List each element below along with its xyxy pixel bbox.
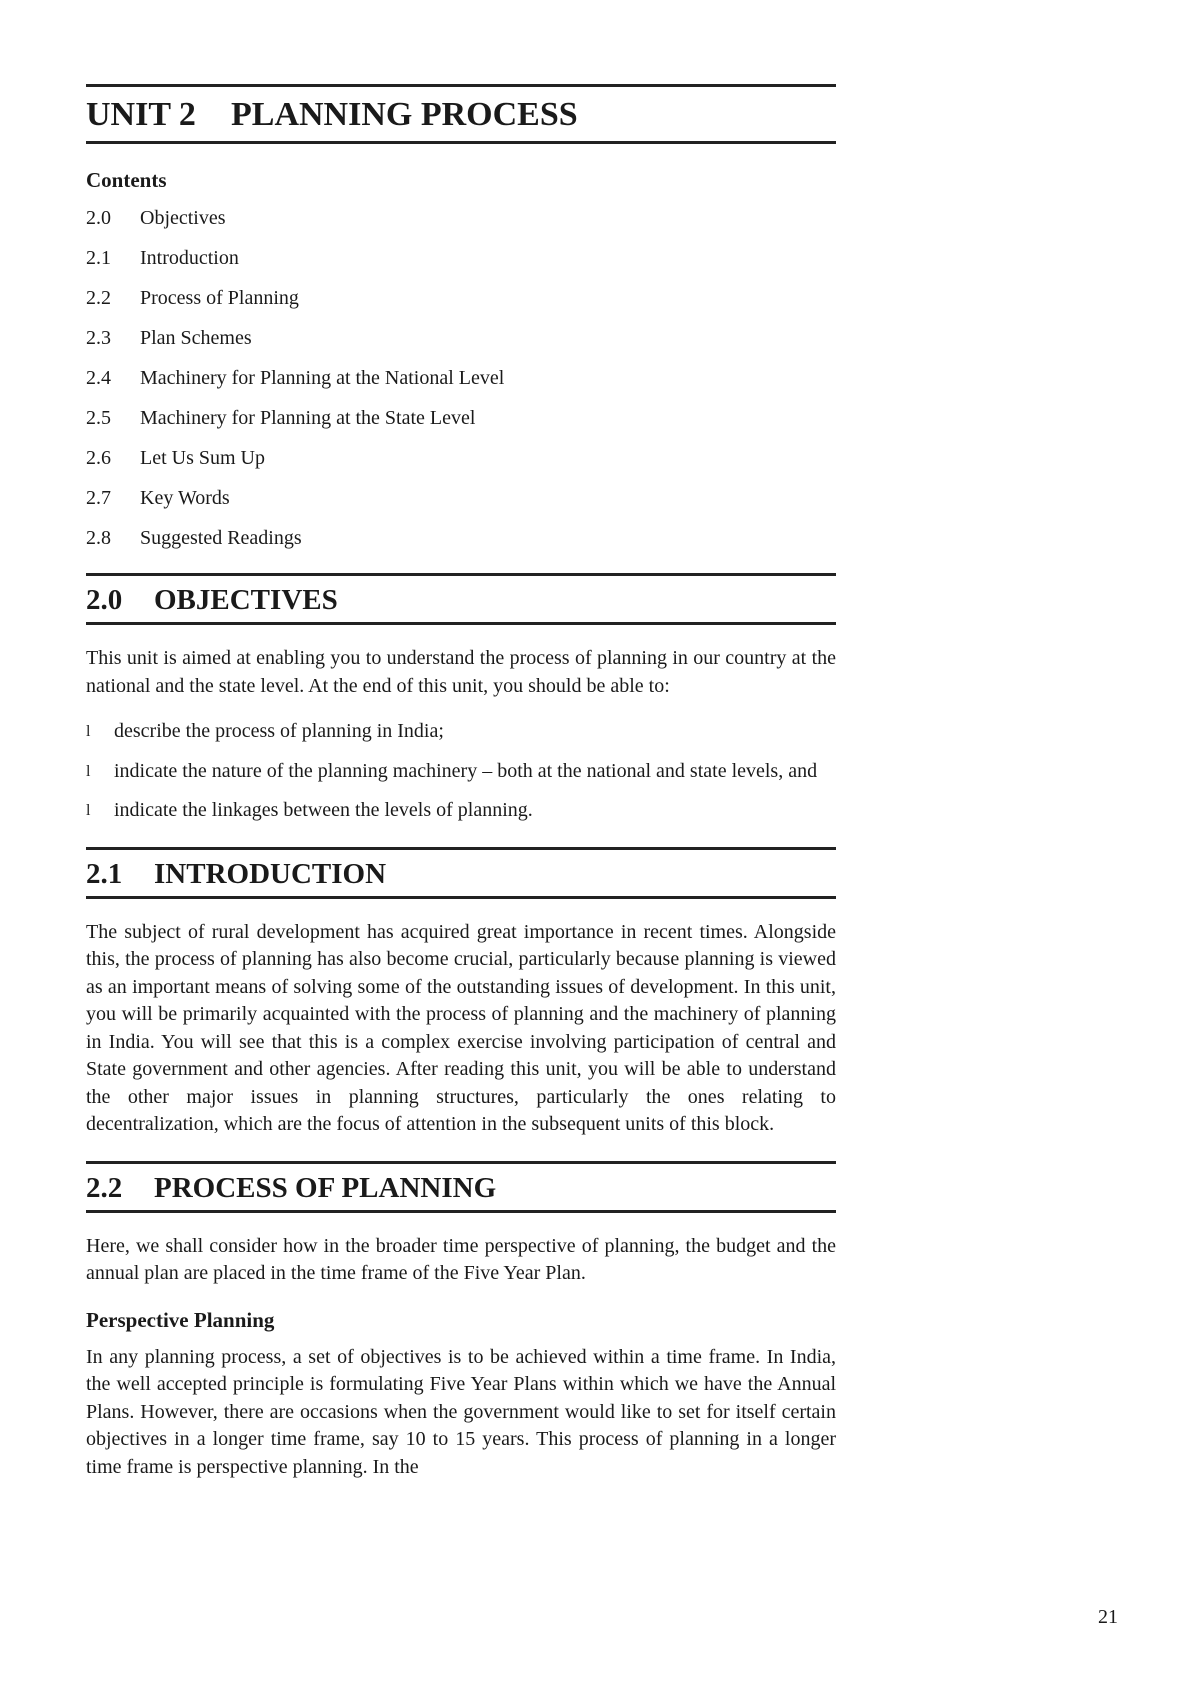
contents-item-number: 2.0 bbox=[86, 207, 111, 229]
contents-item-label: Process of Planning bbox=[140, 287, 299, 309]
contents-item bbox=[86, 285, 836, 325]
contents-item bbox=[86, 245, 836, 285]
contents-item-number: 2.4 bbox=[86, 367, 111, 389]
perspective-planning-heading: Perspective Planning bbox=[86, 1307, 275, 1332]
contents-item-label: Plan Schemes bbox=[140, 327, 252, 349]
contents-item bbox=[86, 445, 836, 485]
bullet-marker: l bbox=[86, 762, 91, 780]
contents-label: Contents bbox=[86, 168, 167, 192]
objective-item bbox=[86, 758, 836, 786]
contents-item-label: Objectives bbox=[140, 207, 226, 229]
contents-item-label: Introduction bbox=[140, 247, 239, 269]
contents-item bbox=[86, 365, 836, 405]
contents-item-label: Machinery for Planning at the National Level bbox=[140, 367, 505, 389]
contents-item bbox=[86, 525, 836, 565]
bullet-marker: l bbox=[86, 802, 91, 819]
contents-item-number: 2.7 bbox=[86, 487, 111, 509]
contents-item-number: 2.5 bbox=[86, 407, 111, 429]
section-title bbox=[86, 582, 836, 618]
contents-item bbox=[86, 485, 836, 525]
contents-item bbox=[86, 205, 836, 245]
section-number: 2.2 bbox=[86, 1171, 123, 1204]
contents-item-label: Key Words bbox=[140, 487, 230, 509]
introduction-heading-block bbox=[86, 847, 836, 899]
process-heading-block bbox=[86, 1161, 836, 1213]
bullet-marker: l bbox=[86, 723, 91, 740]
objectives-heading-block bbox=[86, 573, 836, 625]
page-content bbox=[86, 84, 836, 1481]
contents-item-number: 2.3 bbox=[86, 327, 111, 349]
contents-item-number: 2.6 bbox=[86, 447, 111, 469]
section-title bbox=[86, 1170, 836, 1206]
unit-number: UNIT 2 bbox=[86, 96, 196, 133]
process-text: Here, we shall consider how in the broader time perspective of planning, the budget and the annual plan are placed in the time frame of the Five Year Plan. bbox=[86, 1234, 836, 1284]
objective-item bbox=[86, 718, 836, 746]
introduction-text: The subject of rural development has acquired great importance in recent times. Alongside this, the process of planning has also become crucial, particularly because planning is viewed as an important means of solving some of the outstanding issues of development. In this unit, you will be primarily acquainted with the process of planning and the machinery of planning in India. You will see that this is a complex exercise involving participation of central and State government and other agencies. After reading this unit, you will be able to understand the other major issues in planning structures, particularly the ones relating to decentralization, which are the focus of attention in the subsequent units of this block. bbox=[86, 920, 836, 1135]
section-title-text: PROCESS OF PLANNING bbox=[154, 1171, 497, 1204]
section-title-text: INTRODUCTION bbox=[154, 857, 387, 890]
unit-heading-block bbox=[86, 84, 836, 144]
objectives-bullet-list bbox=[86, 718, 836, 825]
contents-item-label: Machinery for Planning at the State Level bbox=[140, 407, 476, 429]
perspective-planning-text: In any planning process, a set of objectives is to be achieved within a time frame. In India, the well accepted principle is formulating Five Year Plans within which we have the Annual Plans. However, there are occasions when the government would like to set for itself certain objectives in a longer time frame, say 10 to 15 years. This process of planning in a longer time frame is perspective planning. In the bbox=[86, 1345, 836, 1478]
section-number: 2.0 bbox=[86, 584, 123, 616]
section-title-text: OBJECTIVES bbox=[154, 584, 338, 616]
objective-text: describe the process of planning in India; bbox=[114, 720, 444, 742]
objectives-intro: This unit is aimed at enabling you to understand the process of planning in our country at the national and the state level. At the end of this unit, you should be able to: bbox=[86, 647, 836, 697]
objective-text: indicate the linkages between the levels of planning. bbox=[114, 799, 533, 821]
unit-title bbox=[86, 93, 836, 137]
objective-item bbox=[86, 797, 836, 825]
unit-title-text: PLANNING PROCESS bbox=[231, 96, 578, 133]
contents-item-number: 2.8 bbox=[86, 527, 111, 549]
contents-item-number: 2.2 bbox=[86, 287, 111, 309]
section-number: 2.1 bbox=[86, 857, 123, 890]
contents-item-label: Suggested Readings bbox=[140, 527, 302, 549]
section-title bbox=[86, 856, 836, 892]
contents-item-label: Let Us Sum Up bbox=[140, 447, 265, 469]
contents-item bbox=[86, 405, 836, 445]
objective-text: indicate the nature of the planning machinery – both at the national and state levels, and bbox=[114, 759, 818, 782]
page-number: 21 bbox=[1098, 1606, 1118, 1628]
contents-item bbox=[86, 325, 836, 365]
contents-list bbox=[86, 205, 836, 565]
contents-item-number: 2.1 bbox=[86, 247, 111, 269]
